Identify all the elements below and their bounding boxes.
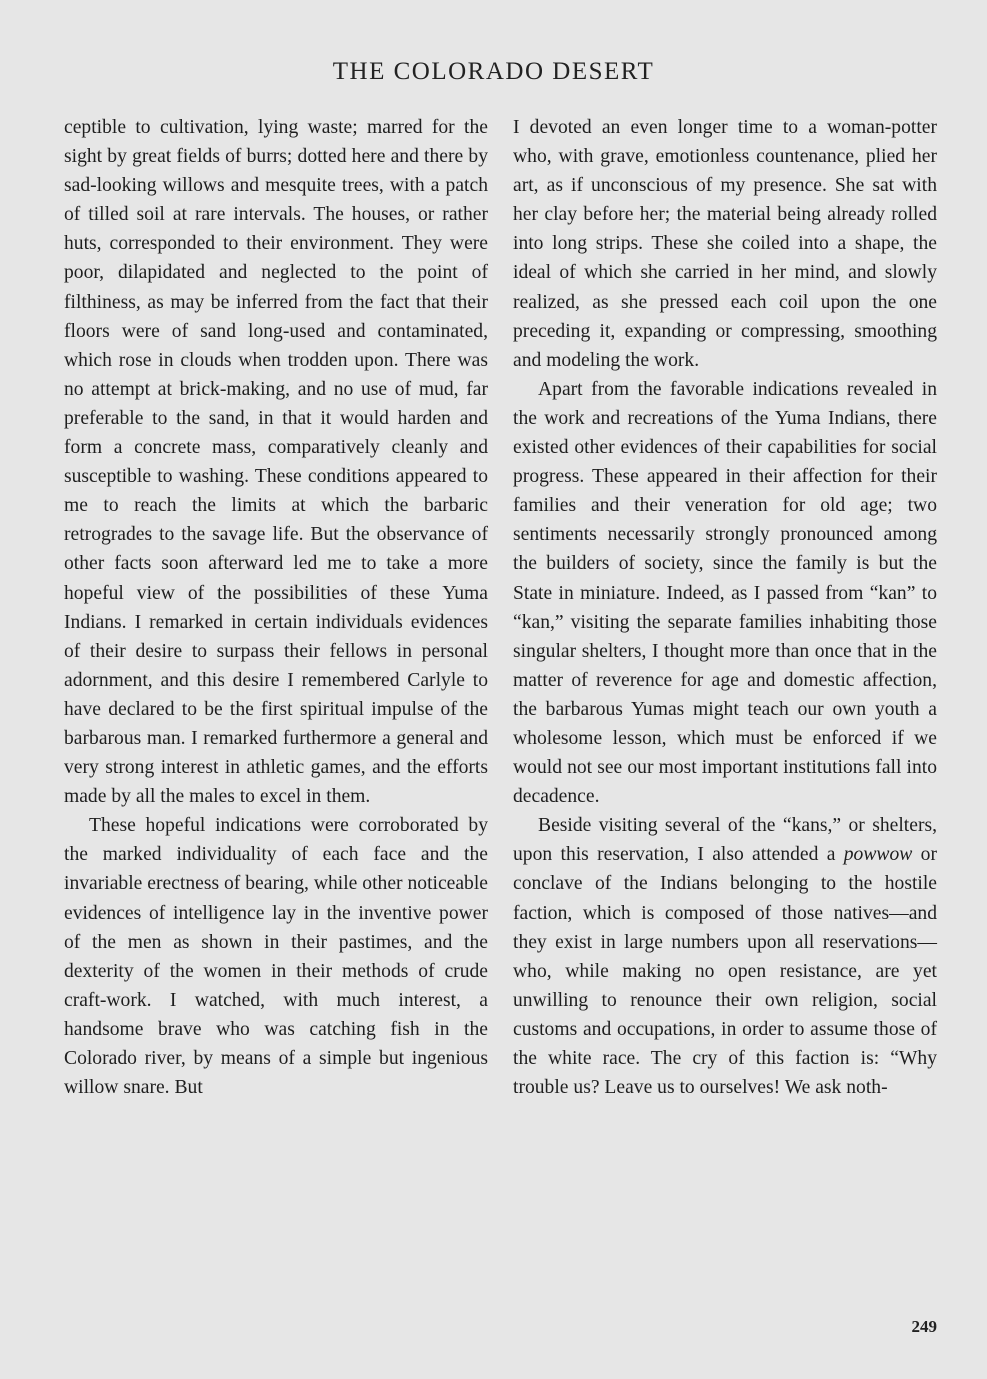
right-paragraph-3-end: or conclave of the Indians belonging to the hostile faction, which is composed of those natives—and they exist in large numbers upon all reservations—who, while making no open resistance, are yet unwilling to renounce their own religion, social customs and occupations, in order to assume those of the white race. The cry of this faction is: “Why trouble us? Leave us to ourselves! We ask noth- xyxy=(513,844,937,1099)
right-paragraph-3 xyxy=(513,811,937,1102)
left-paragraph-2: These hopeful indications were corroborated by the marked individuality of each face and the invariable erectness of bearing, while other noticeable evidences of intelligence lay in the inventive power of the men as shown in their pastimes, and the dexterity of the women in their methods of crude craft-work. I watched, with much interest, a handsome brave who was catching fish in the Colorado river, by means of a simple but ingenious willow snare. But xyxy=(64,815,488,1099)
left-paragraph-1: ceptible to cultivation, lying waste; marred for the sight by great fields of burrs; dotted here and there by sad-looking willows and mesquite trees, with a patch of tilled soil at rare intervals. The houses, or rather huts, corresponded to their environment. They were poor, dilapidated and neglected to the point of filthiness, as may be inferred from the fact that their floors were of sand long-used and contaminated, which rose in clouds when trodden upon. There was no attempt at brick-making, and no use of mud, far preferable to the sand, in that it would harden and form a concrete mass, comparatively cleanly and susceptible to washing. These conditions appeared to me to reach the limits at which the barbaric retrogrades to the savage life. But the observance of other facts soon afterward led me to take a more hopeful view of the possibilities of these Yuma Indians. I remarked in certain individuals evidences of their desire to surpass their fellows in personal adornment, and this desire I remembered Carlyle to have declared to be the first spiritual impulse of the barbarous man. I remarked furthermore a general and very strong interest in athletic games, and the efforts made by all the males to excel in them. xyxy=(64,117,488,808)
right-paragraph-2: Apart from the favorable indications revealed in the work and recreations of the Yuma Indians, there existed other evidences of their capabilities for social progress. These appeared in their affection for their families and their veneration for old age; two sentiments necessarily strongly pronounced among the builders of society, since the family is but the State in miniature. Indeed, as I passed from “kan” to “kan,” visiting the separate families inhabiting those singular shelters, I thought more than once that in the matter of reverence for age and domestic affection, the barbarous Yumas might teach our own youth a wholesome lesson, which must be enforced if we would not see our most important institutions fall into decadence. xyxy=(513,378,937,808)
right-paragraph-3-start: Beside visiting several of the “kans,” or shelters, upon this reservation, I also attended a xyxy=(513,815,937,866)
running-head: THE COLORADO DESERT xyxy=(332,58,655,85)
powwow-term: powwow xyxy=(843,844,913,866)
right-paragraph-1: I devoted an even longer time to a woman-potter who, with grave, emotionless countenance, plied her art, as if unconscious of my presence. She sat with her clay before her; the material being already rolled into long strips. These she coiled into a shape, the ideal of which she carried in her mind, and slowly realized, as she pressed each coil upon the one preceding it, expanding or compressing, smoothing and modeling the work. xyxy=(513,117,937,371)
left-column xyxy=(64,113,488,1102)
page-number: 249 xyxy=(911,1317,937,1336)
right-column xyxy=(513,113,937,1102)
